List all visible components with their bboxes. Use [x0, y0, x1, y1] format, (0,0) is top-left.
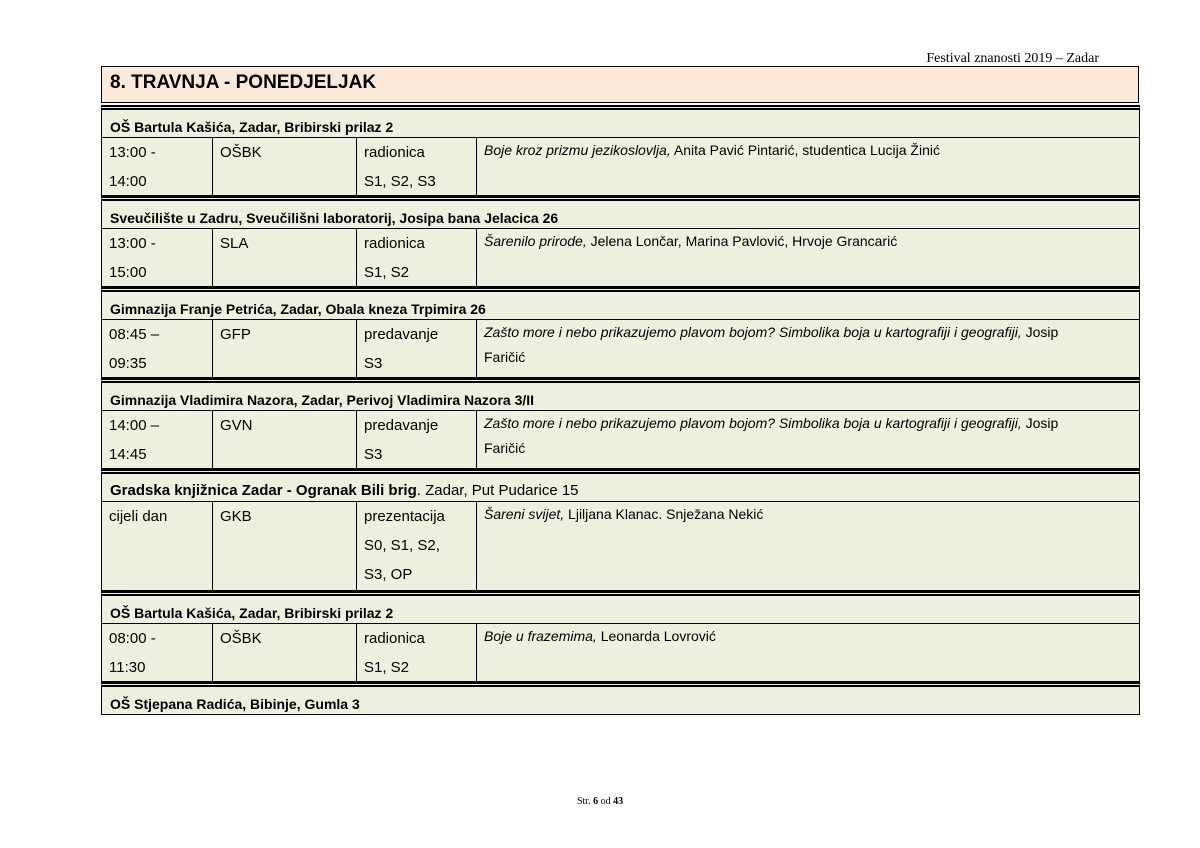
event-title: Šarenilo prirode,: [484, 233, 587, 249]
audience: S1, S2: [364, 659, 410, 676]
table-row: [101, 624, 1140, 682]
event-title: Boje kroz prizmu jezikoslovlja,: [484, 142, 671, 158]
time-start: 13:00 -: [109, 235, 156, 252]
table-row: [101, 320, 1140, 378]
venue-header: [101, 196, 1140, 229]
type-cell: [356, 320, 476, 377]
event-authors-cont: Faričić: [484, 349, 526, 365]
time-cell: [102, 138, 212, 195]
table-row: [101, 411, 1140, 469]
time-start: 08:00 -: [109, 630, 156, 647]
venue-name: Gradska knjižnica Zadar - Ogranak Bili brig: [110, 482, 417, 499]
code-cell: OŠBK: [212, 138, 356, 195]
venue-header: [101, 378, 1140, 411]
venue-name: Gimnazija Franje Petrića, Zadar, Obala kneza Trpimira 26: [110, 301, 486, 317]
event-authors: Ljiljana Klanac. Snježana Nekić: [564, 506, 764, 522]
document-header: Festival znanosti 2019 – Zadar: [926, 51, 1099, 66]
table-row: [101, 502, 1140, 591]
event-type: radionica: [364, 235, 425, 252]
time-cell: [102, 624, 212, 681]
venue-header: [101, 287, 1140, 320]
table-row: [101, 229, 1140, 287]
page-number: 6: [593, 796, 599, 807]
venue-header: [101, 591, 1140, 624]
event-title: Šareni svijet,: [484, 506, 565, 522]
venue-name: Gimnazija Vladimira Nazora, Zadar, Perivoj Vladimira Nazora 3/II: [110, 392, 535, 408]
time-cell: [102, 411, 212, 468]
code-cell: GKB: [212, 502, 356, 590]
event-title: Zašto more i nebo prikazujemo plavom bojom? Simbolika boja u kartografiji i geografiji,: [484, 324, 1022, 340]
event-title: Zašto more i nebo prikazujemo plavom bojom? Simbolika boja u kartografiji i geografiji,: [484, 415, 1022, 431]
day-title: 8. TRAVNJA - PONEDJELJAK: [110, 72, 377, 93]
time-cell: [102, 229, 212, 286]
venue-header: [101, 105, 1140, 138]
code-cell: SLA: [212, 229, 356, 286]
code-cell: GFP: [212, 320, 356, 377]
event-authors-cont: Faričić: [484, 440, 526, 456]
schedule-table: [101, 105, 1140, 715]
event-authors: Anita Pavić Pintarić, studentica Lucija Žinić: [670, 142, 940, 158]
time-start: 14:00 –: [109, 417, 160, 434]
type-cell: [356, 411, 476, 468]
description-cell: [476, 320, 1139, 377]
type-cell: [356, 229, 476, 286]
description-cell: [476, 229, 1139, 286]
type-cell: [356, 624, 476, 681]
event-type: radionica: [364, 630, 425, 647]
audience: S0, S1, S2,: [364, 537, 440, 554]
time-end: 09:35: [109, 355, 147, 372]
time-start: cijeli dan: [109, 508, 168, 525]
table-row: [101, 138, 1140, 196]
time-start: 08:45 –: [109, 326, 160, 343]
venue-address: . Zadar, Put Pudarice 15: [416, 482, 579, 499]
event-type: predavanje: [364, 417, 439, 434]
audience: S3: [364, 355, 383, 372]
time-start: 13:00 -: [109, 144, 156, 161]
audience-cont: S3, OP: [364, 566, 413, 583]
description-cell: [476, 502, 1139, 590]
event-authors: Jelena Lončar, Marina Pavlović, Hrvoje Grancarić: [586, 233, 898, 249]
page-total: 43: [613, 796, 624, 807]
audience: S1, S2, S3: [364, 173, 436, 190]
description-cell: [476, 624, 1139, 681]
code-cell: OŠBK: [212, 624, 356, 681]
code-cell: GVN: [212, 411, 356, 468]
time-cell: [102, 502, 212, 590]
footer-prefix: Str.: [576, 796, 594, 807]
type-cell: [356, 138, 476, 195]
venue-header: [101, 682, 1140, 715]
description-cell: [476, 411, 1139, 468]
event-type: radionica: [364, 144, 425, 161]
event-type: prezentacija: [364, 508, 445, 525]
audience: S1, S2: [364, 264, 410, 281]
type-cell: [356, 502, 476, 590]
venue-header: [101, 469, 1140, 502]
venue-name: Sveučilište u Zadru, Sveučilišni laboratorij, Josipa bana Jelacica 26: [110, 210, 559, 226]
time-cell: [102, 320, 212, 377]
day-heading-box: [101, 66, 1139, 103]
event-authors: Josip: [1021, 324, 1059, 340]
event-title: Boje u frazemima,: [484, 628, 597, 644]
audience: S3: [364, 446, 383, 463]
venue-name: OŠ Bartula Kašića, Zadar, Bribirski prilaz 2: [110, 605, 394, 621]
description-cell: [476, 138, 1139, 195]
time-end: 14:45: [109, 446, 147, 463]
venue-name: OŠ Bartula Kašića, Zadar, Bribirski prilaz 2: [110, 119, 394, 135]
time-end: 11:30: [109, 659, 146, 676]
time-end: 15:00: [109, 264, 147, 281]
event-authors: Josip: [1021, 415, 1059, 431]
footer-mid: od: [598, 796, 614, 807]
event-type: predavanje: [364, 326, 439, 343]
page-footer: [0, 796, 1200, 807]
event-authors: Leonarda Lovrović: [596, 628, 716, 644]
venue-name: OŠ Stjepana Radića, Bibinje, Gumla 3: [110, 696, 360, 712]
time-end: 14:00: [109, 173, 147, 190]
